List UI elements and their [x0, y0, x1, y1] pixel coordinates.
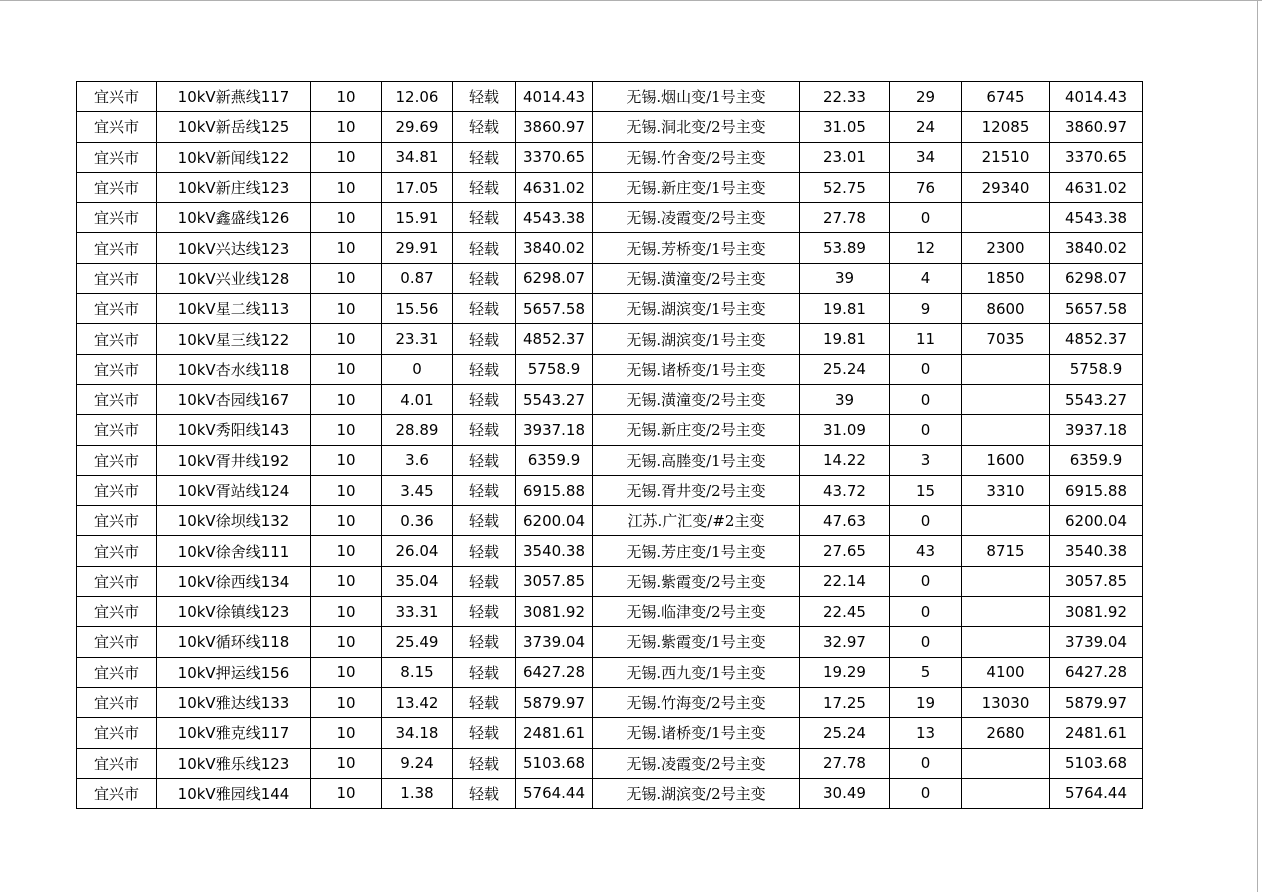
cell-user-count: 0 [890, 354, 962, 384]
cell-line-name: 10kV新岳线125 [157, 112, 311, 142]
cell-user-capacity: 7035 [962, 324, 1050, 354]
cell-capacity: 6915.88 [516, 475, 593, 505]
cell-load-rate: 33.31 [382, 597, 453, 627]
cell-user-count: 43 [890, 536, 962, 566]
cell-transformer-load-rate: 31.05 [800, 112, 890, 142]
cell-transformer-load-rate: 17.25 [800, 687, 890, 717]
cell-user-capacity: 2680 [962, 718, 1050, 748]
cell-substation-transformer: 无锡.凌霞变/2号主变 [593, 748, 800, 778]
cell-transformer-load-rate: 32.97 [800, 627, 890, 657]
cell-line-name: 10kV新庄线123 [157, 172, 311, 202]
cell-transformer-load-rate: 25.24 [800, 354, 890, 384]
cell-line-name: 10kV杏园线167 [157, 384, 311, 414]
cell-line-name: 10kV秀阳线143 [157, 415, 311, 445]
cell-transformer-load-rate: 47.63 [800, 506, 890, 536]
table-row [77, 597, 1143, 627]
cell-capacity: 3370.65 [516, 142, 593, 172]
cell-user-count: 19 [890, 687, 962, 717]
cell-user-capacity [962, 203, 1050, 233]
cell-city: 宜兴市 [77, 142, 157, 172]
cell-line-name: 10kV杏水线118 [157, 354, 311, 384]
cell-load-status: 轻载 [453, 172, 516, 202]
cell-voltage: 10 [311, 536, 382, 566]
cell-capacity: 6200.04 [516, 506, 593, 536]
cell-transformer-load-rate: 19.81 [800, 294, 890, 324]
cell-voltage: 10 [311, 778, 382, 808]
cell-available-capacity: 5657.58 [1050, 294, 1143, 324]
cell-user-count: 0 [890, 627, 962, 657]
cell-capacity: 3840.02 [516, 233, 593, 263]
cell-voltage: 10 [311, 415, 382, 445]
cell-user-capacity: 12085 [962, 112, 1050, 142]
table-row [77, 445, 1143, 475]
cell-load-rate: 0.87 [382, 263, 453, 293]
cell-load-status: 轻载 [453, 778, 516, 808]
cell-load-rate: 23.31 [382, 324, 453, 354]
cell-voltage: 10 [311, 687, 382, 717]
table-row [77, 82, 1143, 112]
cell-line-name: 10kV胥井线192 [157, 445, 311, 475]
table-row [77, 627, 1143, 657]
cell-available-capacity: 4631.02 [1050, 172, 1143, 202]
cell-capacity: 3937.18 [516, 415, 593, 445]
cell-load-rate: 3.45 [382, 475, 453, 505]
cell-line-name: 10kV雅园线144 [157, 778, 311, 808]
cell-substation-transformer: 无锡.高塍变/1号主变 [593, 445, 800, 475]
cell-substation-transformer: 无锡.临津变/2号主变 [593, 597, 800, 627]
cell-substation-transformer: 无锡.竹舍变/2号主变 [593, 142, 800, 172]
cell-transformer-load-rate: 27.78 [800, 748, 890, 778]
cell-user-count: 34 [890, 142, 962, 172]
cell-city: 宜兴市 [77, 354, 157, 384]
cell-available-capacity: 3370.65 [1050, 142, 1143, 172]
table-body [77, 82, 1143, 809]
cell-city: 宜兴市 [77, 718, 157, 748]
cell-city: 宜兴市 [77, 687, 157, 717]
cell-load-status: 轻载 [453, 748, 516, 778]
cell-available-capacity: 5103.68 [1050, 748, 1143, 778]
cell-transformer-load-rate: 14.22 [800, 445, 890, 475]
cell-user-count: 12 [890, 233, 962, 263]
cell-voltage: 10 [311, 203, 382, 233]
cell-line-name: 10kV雅达线133 [157, 687, 311, 717]
cell-load-rate: 25.49 [382, 627, 453, 657]
cell-city: 宜兴市 [77, 324, 157, 354]
cell-load-status: 轻载 [453, 506, 516, 536]
table-row [77, 718, 1143, 748]
cell-user-count: 0 [890, 566, 962, 596]
cell-substation-transformer: 无锡.诸桥变/1号主变 [593, 718, 800, 748]
cell-capacity: 6298.07 [516, 263, 593, 293]
cell-capacity: 3739.04 [516, 627, 593, 657]
cell-city: 宜兴市 [77, 82, 157, 112]
cell-city: 宜兴市 [77, 748, 157, 778]
cell-voltage: 10 [311, 294, 382, 324]
cell-user-capacity [962, 778, 1050, 808]
cell-user-count: 24 [890, 112, 962, 142]
cell-voltage: 10 [311, 597, 382, 627]
cell-load-rate: 34.18 [382, 718, 453, 748]
cell-substation-transformer: 无锡.芳庄变/1号主变 [593, 536, 800, 566]
cell-available-capacity: 4543.38 [1050, 203, 1143, 233]
cell-capacity: 5657.58 [516, 294, 593, 324]
cell-voltage: 10 [311, 445, 382, 475]
cell-transformer-load-rate: 27.65 [800, 536, 890, 566]
cell-substation-transformer: 无锡.芳桥变/1号主变 [593, 233, 800, 263]
cell-capacity: 5758.9 [516, 354, 593, 384]
cell-capacity: 5764.44 [516, 778, 593, 808]
cell-user-capacity [962, 627, 1050, 657]
cell-capacity: 6427.28 [516, 657, 593, 687]
load-table [76, 81, 1143, 809]
cell-load-status: 轻载 [453, 718, 516, 748]
cell-user-capacity [962, 415, 1050, 445]
cell-transformer-load-rate: 27.78 [800, 203, 890, 233]
cell-user-capacity: 1600 [962, 445, 1050, 475]
cell-transformer-load-rate: 30.49 [800, 778, 890, 808]
table-row [77, 112, 1143, 142]
table-row [77, 142, 1143, 172]
cell-user-capacity [962, 354, 1050, 384]
cell-available-capacity: 3057.85 [1050, 566, 1143, 596]
cell-load-status: 轻载 [453, 687, 516, 717]
cell-load-rate: 4.01 [382, 384, 453, 414]
cell-load-rate: 15.91 [382, 203, 453, 233]
cell-load-rate: 29.91 [382, 233, 453, 263]
cell-user-count: 0 [890, 597, 962, 627]
cell-transformer-load-rate: 52.75 [800, 172, 890, 202]
cell-line-name: 10kV兴业线128 [157, 263, 311, 293]
table-row [77, 415, 1143, 445]
cell-substation-transformer: 江苏.广汇变/#2主变 [593, 506, 800, 536]
cell-load-rate: 28.89 [382, 415, 453, 445]
cell-load-status: 轻载 [453, 142, 516, 172]
cell-load-status: 轻载 [453, 445, 516, 475]
cell-city: 宜兴市 [77, 112, 157, 142]
cell-voltage: 10 [311, 748, 382, 778]
cell-substation-transformer: 无锡.新庄变/2号主变 [593, 415, 800, 445]
cell-capacity: 3540.38 [516, 536, 593, 566]
cell-load-status: 轻载 [453, 354, 516, 384]
cell-user-count: 0 [890, 203, 962, 233]
cell-voltage: 10 [311, 718, 382, 748]
cell-user-count: 11 [890, 324, 962, 354]
cell-substation-transformer: 无锡.新庄变/1号主变 [593, 172, 800, 202]
cell-user-count: 76 [890, 172, 962, 202]
cell-user-count: 5 [890, 657, 962, 687]
cell-city: 宜兴市 [77, 445, 157, 475]
cell-voltage: 10 [311, 506, 382, 536]
cell-line-name: 10kV雅乐线123 [157, 748, 311, 778]
cell-transformer-load-rate: 53.89 [800, 233, 890, 263]
cell-load-status: 轻载 [453, 597, 516, 627]
cell-user-capacity: 21510 [962, 142, 1050, 172]
cell-line-name: 10kV徐坝线132 [157, 506, 311, 536]
cell-transformer-load-rate: 39 [800, 384, 890, 414]
cell-capacity: 3081.92 [516, 597, 593, 627]
cell-available-capacity: 6915.88 [1050, 475, 1143, 505]
cell-user-capacity: 4100 [962, 657, 1050, 687]
cell-available-capacity: 6298.07 [1050, 263, 1143, 293]
cell-voltage: 10 [311, 354, 382, 384]
cell-capacity: 5103.68 [516, 748, 593, 778]
cell-user-count: 29 [890, 82, 962, 112]
cell-load-status: 轻载 [453, 82, 516, 112]
cell-transformer-load-rate: 22.14 [800, 566, 890, 596]
page-top-edge [0, 0, 1262, 1]
cell-available-capacity: 2481.61 [1050, 718, 1143, 748]
cell-line-name: 10kV押运线156 [157, 657, 311, 687]
cell-user-capacity [962, 566, 1050, 596]
table-row [77, 687, 1143, 717]
cell-user-count: 0 [890, 506, 962, 536]
cell-user-capacity: 2300 [962, 233, 1050, 263]
cell-load-status: 轻载 [453, 536, 516, 566]
cell-city: 宜兴市 [77, 536, 157, 566]
cell-load-status: 轻载 [453, 384, 516, 414]
cell-available-capacity: 4852.37 [1050, 324, 1143, 354]
cell-substation-transformer: 无锡.湖滨变/2号主变 [593, 778, 800, 808]
cell-voltage: 10 [311, 324, 382, 354]
cell-user-count: 0 [890, 778, 962, 808]
cell-load-rate: 0.36 [382, 506, 453, 536]
cell-substation-transformer: 无锡.紫霞变/1号主变 [593, 627, 800, 657]
cell-city: 宜兴市 [77, 294, 157, 324]
cell-user-capacity [962, 506, 1050, 536]
table-row [77, 294, 1143, 324]
cell-line-name: 10kV徐镇线123 [157, 597, 311, 627]
cell-voltage: 10 [311, 657, 382, 687]
cell-line-name: 10kV雅克线117 [157, 718, 311, 748]
cell-capacity: 4014.43 [516, 82, 593, 112]
cell-city: 宜兴市 [77, 506, 157, 536]
cell-load-status: 轻载 [453, 294, 516, 324]
cell-line-name: 10kV兴达线123 [157, 233, 311, 263]
cell-transformer-load-rate: 22.33 [800, 82, 890, 112]
cell-user-capacity: 1850 [962, 263, 1050, 293]
cell-city: 宜兴市 [77, 597, 157, 627]
cell-load-rate: 17.05 [382, 172, 453, 202]
cell-load-rate: 29.69 [382, 112, 453, 142]
table-row [77, 324, 1143, 354]
cell-city: 宜兴市 [77, 475, 157, 505]
cell-voltage: 10 [311, 233, 382, 263]
cell-load-status: 轻载 [453, 657, 516, 687]
cell-voltage: 10 [311, 627, 382, 657]
cell-transformer-load-rate: 22.45 [800, 597, 890, 627]
cell-capacity: 5543.27 [516, 384, 593, 414]
cell-line-name: 10kV徐西线134 [157, 566, 311, 596]
cell-available-capacity: 5543.27 [1050, 384, 1143, 414]
cell-city: 宜兴市 [77, 203, 157, 233]
cell-transformer-load-rate: 43.72 [800, 475, 890, 505]
cell-available-capacity: 5758.9 [1050, 354, 1143, 384]
cell-line-name: 10kV新燕线117 [157, 82, 311, 112]
cell-transformer-load-rate: 23.01 [800, 142, 890, 172]
cell-user-count: 0 [890, 748, 962, 778]
cell-capacity: 6359.9 [516, 445, 593, 475]
cell-voltage: 10 [311, 384, 382, 414]
cell-line-name: 10kV星三线122 [157, 324, 311, 354]
cell-voltage: 10 [311, 112, 382, 142]
cell-load-status: 轻载 [453, 475, 516, 505]
table-row [77, 203, 1143, 233]
cell-user-capacity [962, 384, 1050, 414]
table-row [77, 263, 1143, 293]
table-row [77, 475, 1143, 505]
table-row [77, 657, 1143, 687]
cell-load-rate: 1.38 [382, 778, 453, 808]
cell-substation-transformer: 无锡.洞北变/2号主变 [593, 112, 800, 142]
cell-voltage: 10 [311, 566, 382, 596]
cell-capacity: 5879.97 [516, 687, 593, 717]
table-row [77, 233, 1143, 263]
table-row [77, 566, 1143, 596]
cell-load-status: 轻载 [453, 324, 516, 354]
cell-transformer-load-rate: 39 [800, 263, 890, 293]
cell-available-capacity: 3860.97 [1050, 112, 1143, 142]
cell-substation-transformer: 无锡.潢潼变/2号主变 [593, 263, 800, 293]
cell-load-rate: 15.56 [382, 294, 453, 324]
cell-substation-transformer: 无锡.胥井变/2号主变 [593, 475, 800, 505]
cell-load-rate: 13.42 [382, 687, 453, 717]
cell-line-name: 10kV星二线113 [157, 294, 311, 324]
cell-city: 宜兴市 [77, 778, 157, 808]
cell-voltage: 10 [311, 82, 382, 112]
cell-substation-transformer: 无锡.烟山变/1号主变 [593, 82, 800, 112]
cell-user-capacity: 3310 [962, 475, 1050, 505]
cell-capacity: 2481.61 [516, 718, 593, 748]
cell-capacity: 4631.02 [516, 172, 593, 202]
cell-load-rate: 9.24 [382, 748, 453, 778]
page-right-edge [1257, 0, 1258, 892]
cell-available-capacity: 6427.28 [1050, 657, 1143, 687]
table-row [77, 778, 1143, 808]
cell-load-status: 轻载 [453, 627, 516, 657]
cell-substation-transformer: 无锡.潢潼变/2号主变 [593, 384, 800, 414]
cell-user-capacity: 8600 [962, 294, 1050, 324]
cell-transformer-load-rate: 31.09 [800, 415, 890, 445]
cell-substation-transformer: 无锡.诸桥变/1号主变 [593, 354, 800, 384]
cell-load-rate: 34.81 [382, 142, 453, 172]
cell-user-capacity: 29340 [962, 172, 1050, 202]
cell-user-count: 13 [890, 718, 962, 748]
cell-available-capacity: 3739.04 [1050, 627, 1143, 657]
cell-available-capacity: 5764.44 [1050, 778, 1143, 808]
cell-load-rate: 0 [382, 354, 453, 384]
cell-user-capacity: 13030 [962, 687, 1050, 717]
cell-user-capacity: 6745 [962, 82, 1050, 112]
cell-line-name: 10kV循环线118 [157, 627, 311, 657]
cell-city: 宜兴市 [77, 384, 157, 414]
cell-transformer-load-rate: 25.24 [800, 718, 890, 748]
cell-substation-transformer: 无锡.湖滨变/1号主变 [593, 324, 800, 354]
cell-city: 宜兴市 [77, 627, 157, 657]
cell-capacity: 3057.85 [516, 566, 593, 596]
cell-available-capacity: 5879.97 [1050, 687, 1143, 717]
cell-user-count: 0 [890, 415, 962, 445]
cell-load-rate: 3.6 [382, 445, 453, 475]
table-row [77, 384, 1143, 414]
cell-load-rate: 35.04 [382, 566, 453, 596]
cell-capacity: 4852.37 [516, 324, 593, 354]
cell-transformer-load-rate: 19.29 [800, 657, 890, 687]
cell-city: 宜兴市 [77, 566, 157, 596]
table-row [77, 172, 1143, 202]
cell-available-capacity: 3937.18 [1050, 415, 1143, 445]
cell-city: 宜兴市 [77, 172, 157, 202]
cell-user-count: 9 [890, 294, 962, 324]
cell-substation-transformer: 无锡.凌霞变/2号主变 [593, 203, 800, 233]
cell-available-capacity: 4014.43 [1050, 82, 1143, 112]
cell-city: 宜兴市 [77, 415, 157, 445]
cell-capacity: 4543.38 [516, 203, 593, 233]
cell-load-rate: 8.15 [382, 657, 453, 687]
cell-line-name: 10kV徐舍线111 [157, 536, 311, 566]
cell-user-count: 3 [890, 445, 962, 475]
cell-user-capacity: 8715 [962, 536, 1050, 566]
cell-user-capacity [962, 597, 1050, 627]
cell-line-name: 10kV鑫盛线126 [157, 203, 311, 233]
cell-substation-transformer: 无锡.西九变/1号主变 [593, 657, 800, 687]
cell-available-capacity: 3840.02 [1050, 233, 1143, 263]
table-row [77, 748, 1143, 778]
cell-available-capacity: 3081.92 [1050, 597, 1143, 627]
cell-load-status: 轻载 [453, 112, 516, 142]
table-row [77, 354, 1143, 384]
cell-available-capacity: 6359.9 [1050, 445, 1143, 475]
cell-city: 宜兴市 [77, 657, 157, 687]
cell-user-capacity [962, 748, 1050, 778]
cell-city: 宜兴市 [77, 233, 157, 263]
table-row [77, 536, 1143, 566]
cell-voltage: 10 [311, 263, 382, 293]
cell-load-rate: 26.04 [382, 536, 453, 566]
cell-available-capacity: 6200.04 [1050, 506, 1143, 536]
cell-user-count: 15 [890, 475, 962, 505]
cell-substation-transformer: 无锡.紫霞变/2号主变 [593, 566, 800, 596]
cell-load-status: 轻载 [453, 203, 516, 233]
cell-user-count: 0 [890, 384, 962, 414]
cell-transformer-load-rate: 19.81 [800, 324, 890, 354]
cell-capacity: 3860.97 [516, 112, 593, 142]
cell-substation-transformer: 无锡.湖滨变/1号主变 [593, 294, 800, 324]
cell-city: 宜兴市 [77, 263, 157, 293]
cell-load-rate: 12.06 [382, 82, 453, 112]
cell-load-status: 轻载 [453, 233, 516, 263]
cell-substation-transformer: 无锡.竹海变/2号主变 [593, 687, 800, 717]
cell-user-count: 4 [890, 263, 962, 293]
cell-voltage: 10 [311, 142, 382, 172]
cell-load-status: 轻载 [453, 415, 516, 445]
cell-load-status: 轻载 [453, 263, 516, 293]
cell-available-capacity: 3540.38 [1050, 536, 1143, 566]
table-row [77, 506, 1143, 536]
cell-voltage: 10 [311, 475, 382, 505]
cell-line-name: 10kV胥站线124 [157, 475, 311, 505]
cell-load-status: 轻载 [453, 566, 516, 596]
cell-voltage: 10 [311, 172, 382, 202]
cell-line-name: 10kV新闻线122 [157, 142, 311, 172]
